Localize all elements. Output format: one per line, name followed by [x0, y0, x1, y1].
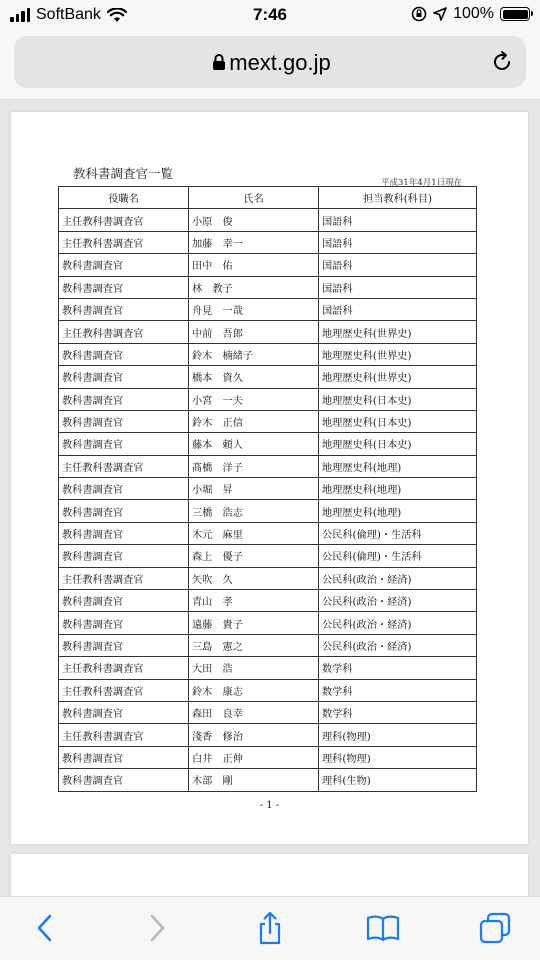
bookmarks-button[interactable] — [366, 911, 400, 945]
row-title: 主任教科書調査官 — [59, 679, 189, 701]
row-subject: 国語科 — [319, 231, 477, 253]
row-subject: 地理歴史科(世界史) — [319, 366, 477, 388]
header-subject: 担当教科(科目) — [319, 187, 477, 209]
row-name: 林 教子 — [189, 276, 319, 298]
table-row — [59, 455, 477, 477]
table-row — [59, 724, 477, 746]
row-subject: 理科(生物) — [319, 769, 477, 791]
row-subject: 地理歴史科(地理) — [319, 500, 477, 522]
row-subject: 地理歴史科(地理) — [319, 478, 477, 500]
row-title: 教科書調査官 — [59, 410, 189, 432]
clock: 7:46 — [252, 5, 288, 24]
row-title: 教科書調査官 — [59, 701, 189, 723]
row-title: 教科書調査官 — [59, 478, 189, 500]
row-name: 大田 浩 — [189, 657, 319, 679]
table-row — [59, 209, 477, 231]
row-name: 淺香 修治 — [189, 724, 319, 746]
row-title: 教科書調査官 — [59, 433, 189, 455]
table-row — [59, 679, 477, 701]
row-name: 木部 剛 — [189, 769, 319, 791]
row-title: 主任教科書調査官 — [59, 231, 189, 253]
row-subject: 国語科 — [319, 209, 477, 231]
row-subject: 理科(物理) — [319, 746, 477, 768]
orientation-lock-icon — [411, 6, 427, 22]
page-number: - 1 - — [259, 800, 280, 811]
back-icon — [35, 913, 55, 943]
row-title: 主任教科書調査官 — [59, 455, 189, 477]
row-title: 教科書調査官 — [59, 522, 189, 544]
row-subject: 国語科 — [319, 254, 477, 276]
table-body — [59, 209, 477, 791]
page-viewport[interactable] — [0, 100, 540, 896]
document-title: 教科書調査官一覧 — [73, 166, 174, 181]
table-row — [59, 298, 477, 320]
row-name: 遠藤 貴子 — [189, 612, 319, 634]
table-row — [59, 343, 477, 365]
row-title: 教科書調査官 — [59, 343, 189, 365]
table-row — [59, 567, 477, 589]
url-text — [14, 50, 526, 76]
battery-icon — [500, 7, 530, 21]
row-subject: 地理歴史科(日本史) — [319, 388, 477, 410]
row-name: 木元 麻里 — [189, 522, 319, 544]
row-name: 舟見 一哉 — [189, 298, 319, 320]
row-title: 教科書調査官 — [59, 545, 189, 567]
table-row — [59, 366, 477, 388]
row-name: 矢吹 久 — [189, 567, 319, 589]
row-subject: 公民科(倫理)・生活科 — [319, 545, 477, 567]
row-subject: 地理歴史科(世界史) — [319, 343, 477, 365]
share-icon — [255, 911, 285, 945]
row-title: 教科書調査官 — [59, 612, 189, 634]
row-name: 中前 吾郎 — [189, 321, 319, 343]
row-name: 小原 俊 — [189, 209, 319, 231]
row-subject: 公民科(政治・経済) — [319, 590, 477, 612]
forward-button[interactable] — [140, 911, 174, 945]
table-row — [59, 522, 477, 544]
row-name: 鈴木 楠緒子 — [189, 343, 319, 365]
reload-icon[interactable] — [490, 50, 514, 74]
row-title: 教科書調査官 — [59, 298, 189, 320]
examiners-table — [58, 186, 477, 792]
table-row — [59, 701, 477, 723]
back-button[interactable] — [28, 911, 62, 945]
table-row — [59, 388, 477, 410]
row-title: 主任教科書調査官 — [59, 657, 189, 679]
row-name: 三島 憲之 — [189, 634, 319, 656]
row-title: 教科書調査官 — [59, 366, 189, 388]
row-name: 小堀 昇 — [189, 478, 319, 500]
browser-header — [0, 32, 540, 100]
row-title: 教科書調査官 — [59, 769, 189, 791]
row-title: 教科書調査官 — [59, 590, 189, 612]
row-title: 主任教科書調査官 — [59, 321, 189, 343]
share-button[interactable] — [253, 911, 287, 945]
row-title: 教科書調査官 — [59, 388, 189, 410]
location-icon — [433, 7, 447, 21]
row-title: 教科書調査官 — [59, 500, 189, 522]
table-row — [59, 769, 477, 791]
table-row — [59, 433, 477, 455]
row-title: 教科書調査官 — [59, 254, 189, 276]
row-subject: 公民科(倫理)・生活科 — [319, 522, 477, 544]
row-subject: 地理歴史科(地理) — [319, 455, 477, 477]
bottom-toolbar — [0, 896, 540, 960]
table-row — [59, 545, 477, 567]
row-subject: 地理歴史科(日本史) — [319, 410, 477, 432]
row-name: 鈴木 康志 — [189, 679, 319, 701]
row-subject: 地理歴史科(日本史) — [319, 433, 477, 455]
table-row — [59, 500, 477, 522]
row-name: 青山 孝 — [189, 590, 319, 612]
table-row — [59, 746, 477, 768]
row-name: 森上 優子 — [189, 545, 319, 567]
row-title: 主任教科書調査官 — [59, 724, 189, 746]
row-title: 主任教科書調査官 — [59, 567, 189, 589]
row-subject: 公民科(政治・経済) — [319, 567, 477, 589]
table-row — [59, 612, 477, 634]
row-subject: 国語科 — [319, 298, 477, 320]
table-row — [59, 231, 477, 253]
row-name: 小宮 一夫 — [189, 388, 319, 410]
row-title: 教科書調査官 — [59, 276, 189, 298]
address-bar[interactable] — [14, 36, 526, 88]
table-row — [59, 478, 477, 500]
row-name: 鈴木 正信 — [189, 410, 319, 432]
table-row — [59, 657, 477, 679]
row-subject: 数学科 — [319, 701, 477, 723]
bookmarks-icon — [366, 914, 400, 942]
row-subject: 公民科(政治・経済) — [319, 634, 477, 656]
battery-percent: 100% — [453, 5, 494, 22]
table-row — [59, 321, 477, 343]
table-row — [59, 254, 477, 276]
row-name: 白井 正伸 — [189, 746, 319, 768]
carrier-label: SoftBank — [36, 6, 101, 23]
forward-icon — [147, 913, 167, 943]
status-bar — [0, 0, 540, 32]
row-name: 加藤 幸一 — [189, 231, 319, 253]
table-row — [59, 410, 477, 432]
row-name: 森田 良幸 — [189, 701, 319, 723]
row-name: 髙橋 洋子 — [189, 455, 319, 477]
document-date: 平成31年4月1日現在 — [381, 178, 463, 188]
header-title: 役職名 — [59, 187, 189, 209]
row-name: 橋本 資久 — [189, 366, 319, 388]
tabs-button[interactable] — [478, 911, 512, 945]
row-subject: 数学科 — [319, 657, 477, 679]
row-subject: 公民科(政治・経済) — [319, 612, 477, 634]
row-title: 主任教科書調査官 — [59, 209, 189, 231]
row-subject: 理科(物理) — [319, 724, 477, 746]
table-row — [59, 276, 477, 298]
row-subject: 地理歴史科(世界史) — [319, 321, 477, 343]
header-name: 氏名 — [189, 187, 319, 209]
row-subject: 国語科 — [319, 276, 477, 298]
row-title: 教科書調査官 — [59, 634, 189, 656]
table-row — [59, 590, 477, 612]
pdf-page-1 — [11, 112, 528, 844]
row-name: 三橋 浩志 — [189, 500, 319, 522]
row-name: 田中 佑 — [189, 254, 319, 276]
table-row — [59, 634, 477, 656]
status-right — [411, 5, 530, 23]
row-name: 藤本 頼人 — [189, 433, 319, 455]
url-label: mext.go.jp — [229, 50, 331, 75]
row-title: 教科書調査官 — [59, 746, 189, 768]
row-subject: 数学科 — [319, 679, 477, 701]
tabs-icon — [479, 912, 511, 944]
pdf-page-2 — [11, 854, 528, 896]
table-header — [59, 187, 477, 209]
header-row — [59, 187, 477, 209]
